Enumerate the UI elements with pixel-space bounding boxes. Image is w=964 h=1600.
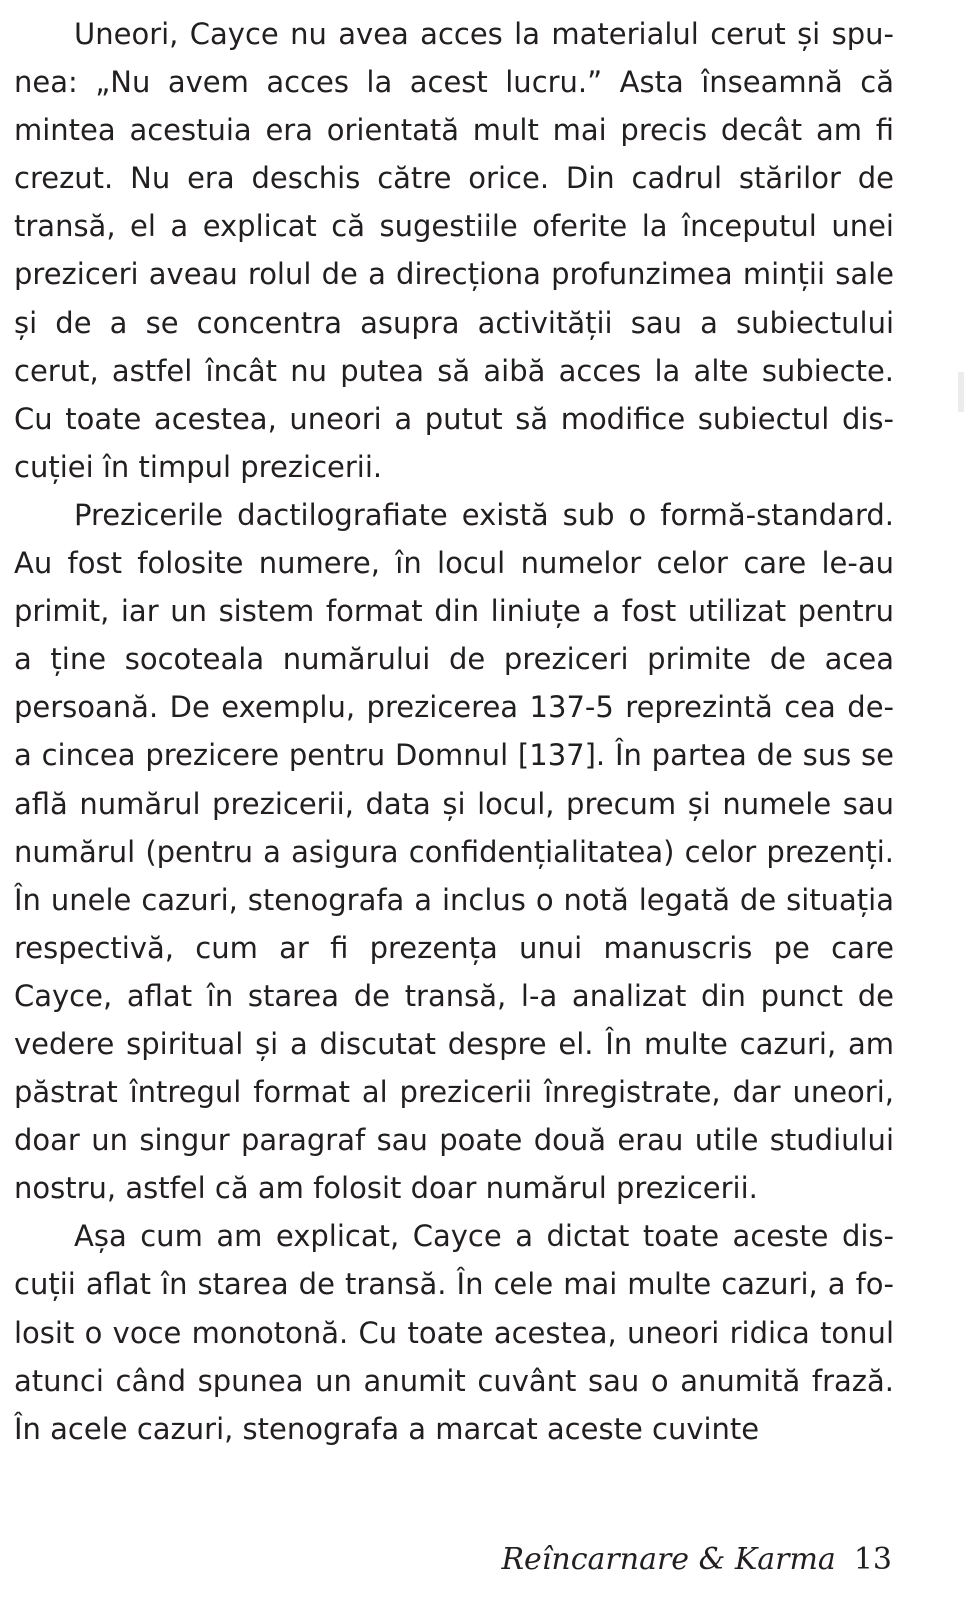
- paragraph-2: Prezicerile dactilografiate există sub o formă-standard. Au fost folosite numere, în locul numelor celor care le-au primit, iar un sistem format din liniuțe a fost utilizat pentru a ține socoteala numărului de preziceri primite de acea persoană. De exemplu, prezicerea 137-5 reprezintă cea de-a cincea prezicere pentru Domnul [137]. În partea de sus se află numărul prezicerii, data și locul, precum și numele sau numărul (pentru a asigura confidențialitatea) celor prezenți. În unele cazuri, stenografa a inclus o notă legată de situația respectivă, cum ar fi prezența unui manuscris pe care Cayce, aflat în starea de transă, l-a analizat din punct de vedere spiritual și a discutat despre el. În multe cazuri, am păstrat întregul format al prezicerii înregistrate, dar uneori, doar un singur paragraf sau poate două erau utile studiului nostru, astfel că am folosit doar numărul prezicerii.: [14, 497, 894, 1206]
- paragraph-3: Așa cum am explicat, Cayce a dictat toate aceste discuții aflat în starea de transă. În cele mai multe cazuri, a folosit o voce monotonă. Cu toate acestea, uneori ridica tonul atunci când spunea un anumit cuvânt sau o anumită frază. În acele cazuri, stenografa a marcat aceste cuvinte: [14, 1219, 894, 1446]
- running-title: Reîncarnare & Karma: [501, 1542, 836, 1577]
- scan-edge-mark: [958, 372, 964, 412]
- page-number: 13: [853, 1542, 892, 1577]
- body-text: [14, 10, 894, 1453]
- paragraph-1: Uneori, Cayce nu avea acces la materialul cerut și spunea: „Nu avem acces la acest lucru.” Asta înseamnă că mintea acestuia era orientată mult mai precis decât am fi crezut. Nu era deschis către orice. Din cadrul stărilor de transă, el a explicat că sugestiile oferite la începutul unei preziceri aveau rolul de a direcționa profunzimea minții sale și de a se concentra asupra activității sau a subiectului cerut, astfel încât nu putea să aibă acces la alte subiecte. Cu toate acestea, uneori a putut să modifice subiectul discuției în timpul prezicerii.: [14, 17, 894, 484]
- page-footer: [501, 1542, 892, 1577]
